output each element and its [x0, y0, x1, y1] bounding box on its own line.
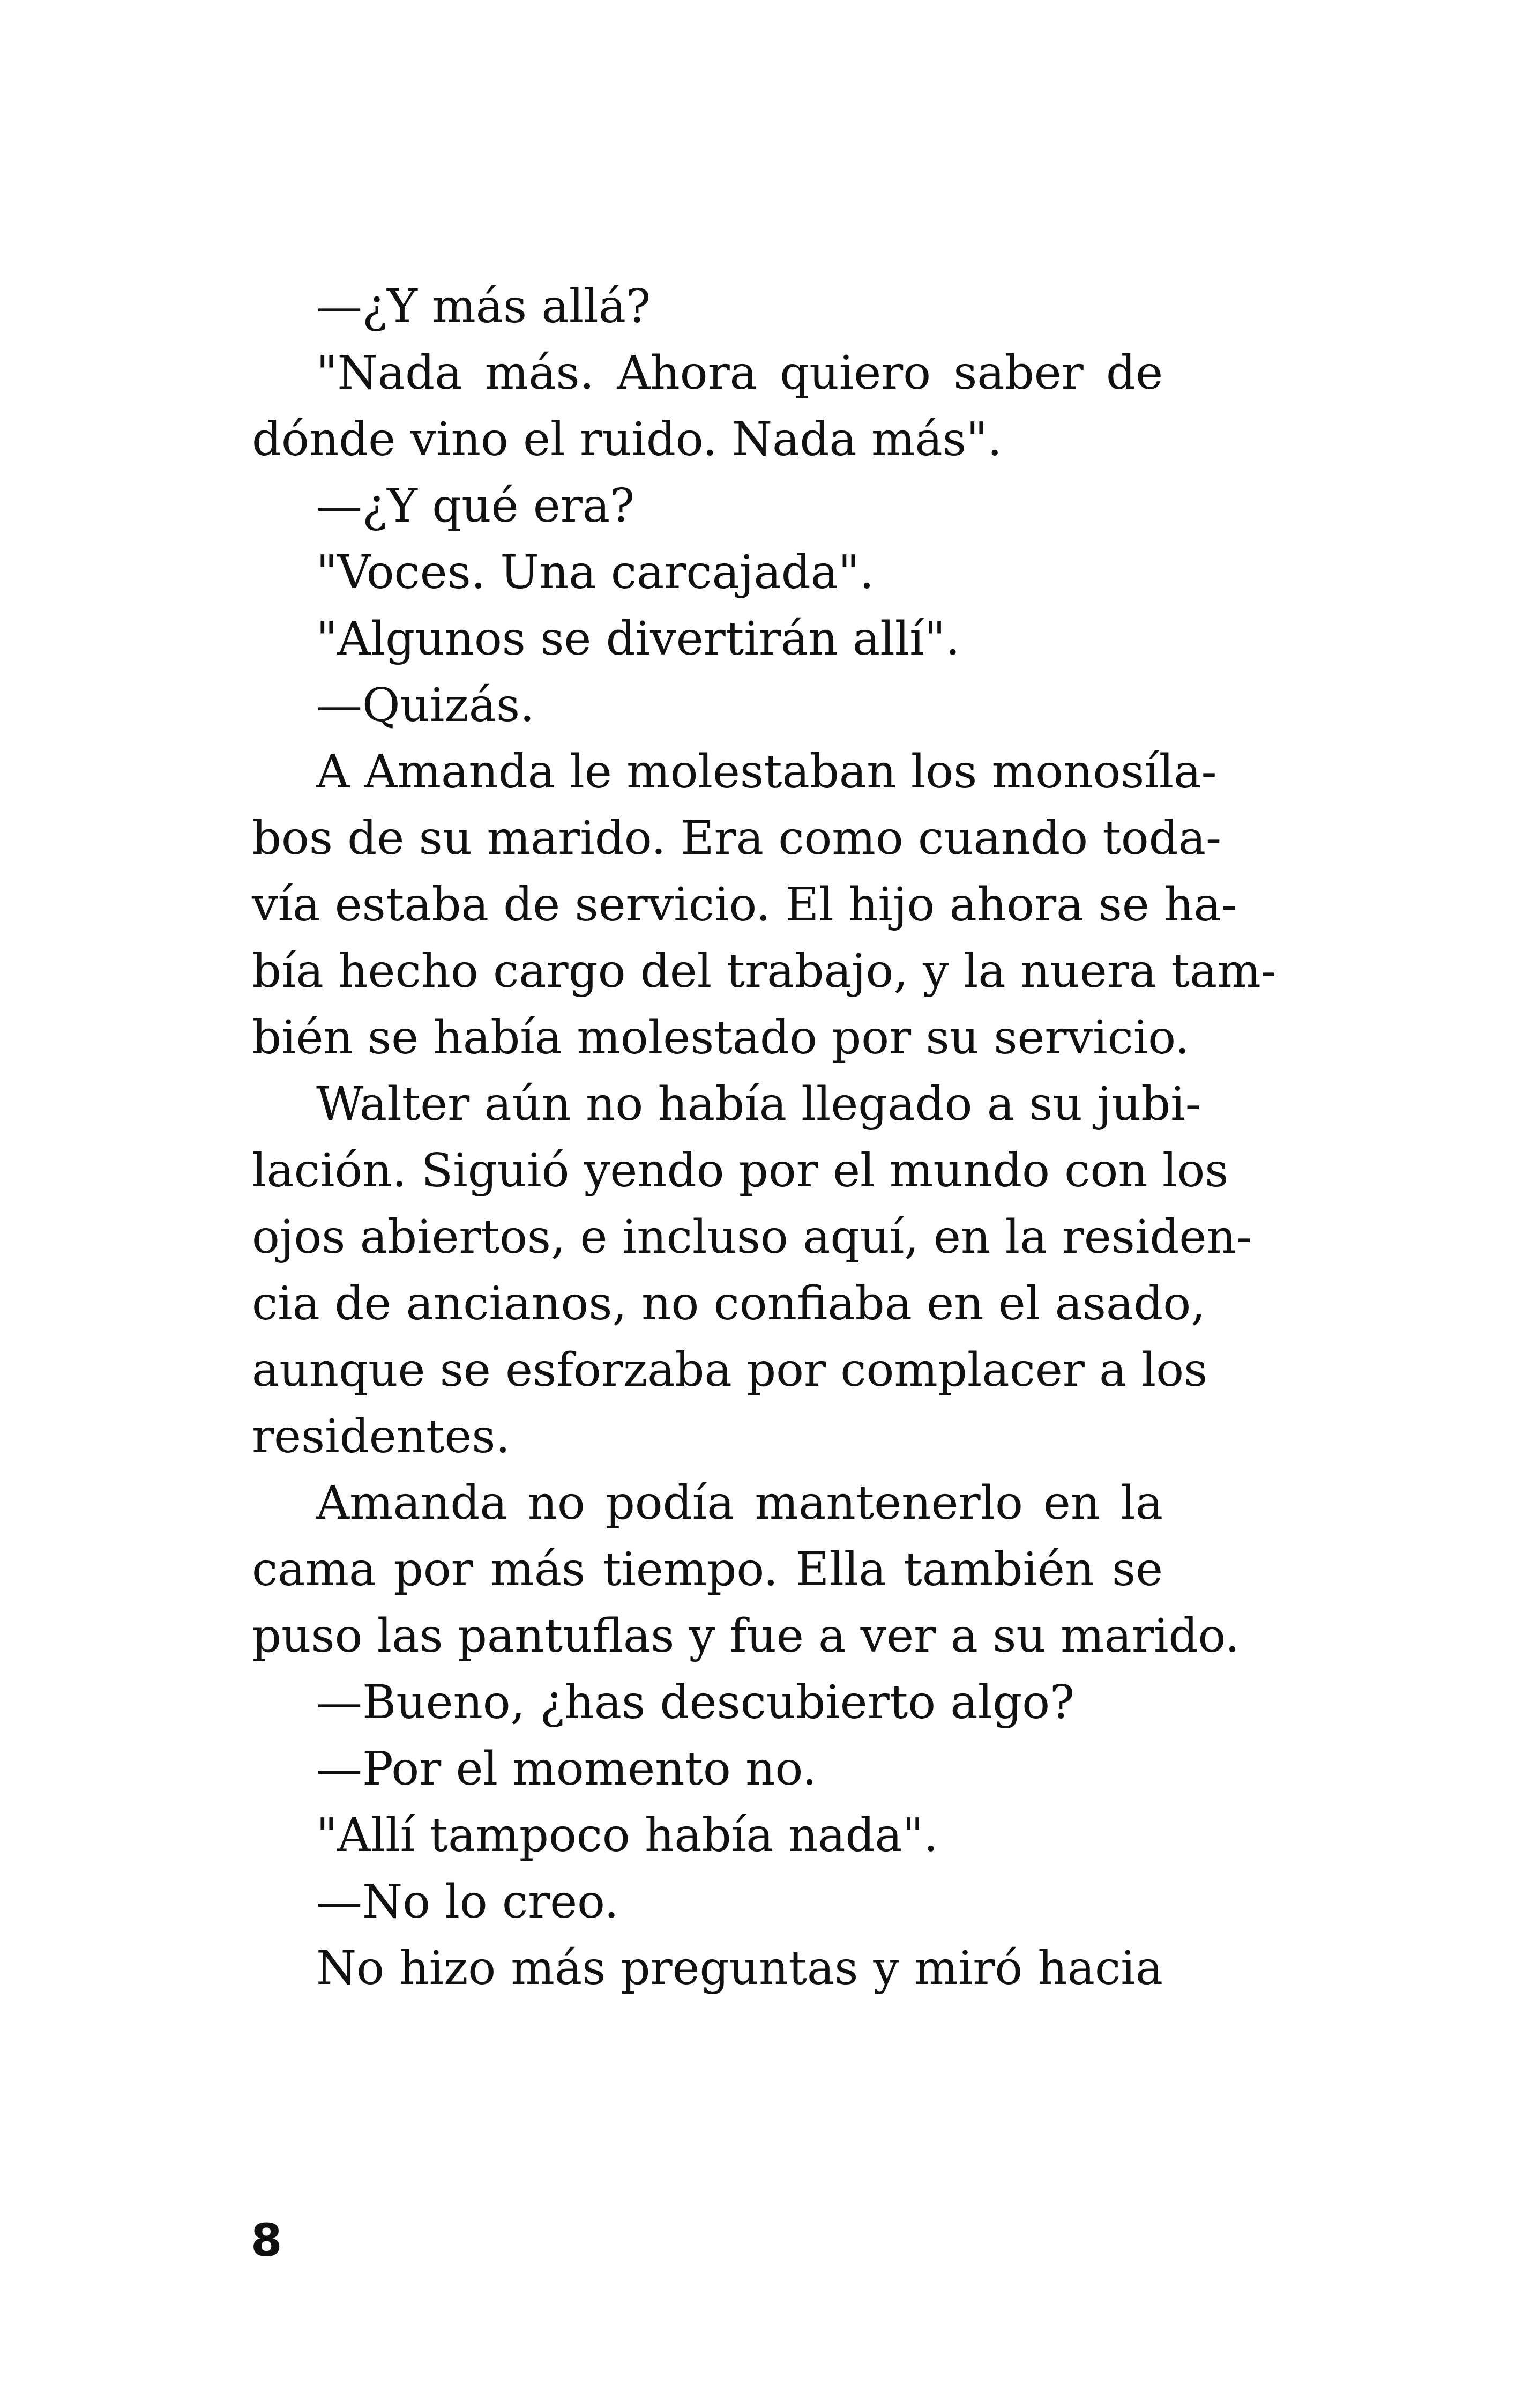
text-line: No hizo más preguntas y miró hacia: [316, 1942, 1163, 1995]
text-line: "Algunos se divertirán allí".: [316, 612, 960, 666]
text-line: lación. Siguió yendo por el mundo con los: [252, 1144, 1229, 1198]
text-line: —Bueno, ¿has descubierto algo?: [316, 1676, 1075, 1729]
text-line: bía hecho cargo del trabajo, y la nuera tam-: [252, 945, 1276, 998]
text-line: Amanda no podía mantenerlo en la: [316, 1476, 1163, 1530]
text-line: —Por el momento no.: [316, 1742, 817, 1796]
text-line: —Quizás.: [316, 679, 535, 732]
text-line: "Voces. Una carcajada".: [316, 546, 875, 599]
text-line: vía estaba de servicio. El hijo ahora se ha-: [252, 878, 1237, 932]
text-line: cama por más tiempo. Ella también se: [252, 1543, 1163, 1596]
text-line: ojos abiertos, e incluso aquí, en la residen-: [252, 1210, 1252, 1264]
body-text: [252, 273, 1276, 2002]
page-number: 8: [251, 2214, 282, 2266]
text-line: "Allí tampoco había nada".: [316, 1809, 938, 1862]
text-line: Walter aún no había llegado a su jubi-: [316, 1077, 1201, 1131]
text-line: —¿Y qué era?: [316, 479, 635, 533]
text-line: residentes.: [252, 1410, 510, 1463]
text-line: aunque se esforzaba por complacer a los: [252, 1343, 1208, 1397]
text-line: cia de ancianos, no confiaba en el asado,: [252, 1277, 1206, 1331]
text-line: —No lo creo.: [316, 1875, 619, 1929]
text-line: bién se había molestado por su servicio.: [252, 1011, 1190, 1065]
text-line: puso las pantuflas y fue a ver a su marido.: [252, 1609, 1240, 1663]
text-line: bos de su marido. Era como cuando toda-: [252, 812, 1222, 865]
text-line: dónde vino el ruido. Nada más".: [252, 413, 1002, 466]
text-line: "Nada más. Ahora quiero saber de: [316, 346, 1163, 400]
text-line: A Amanda le molestaban los monosíla-: [316, 745, 1217, 799]
text-line: —¿Y más allá?: [316, 280, 651, 333]
